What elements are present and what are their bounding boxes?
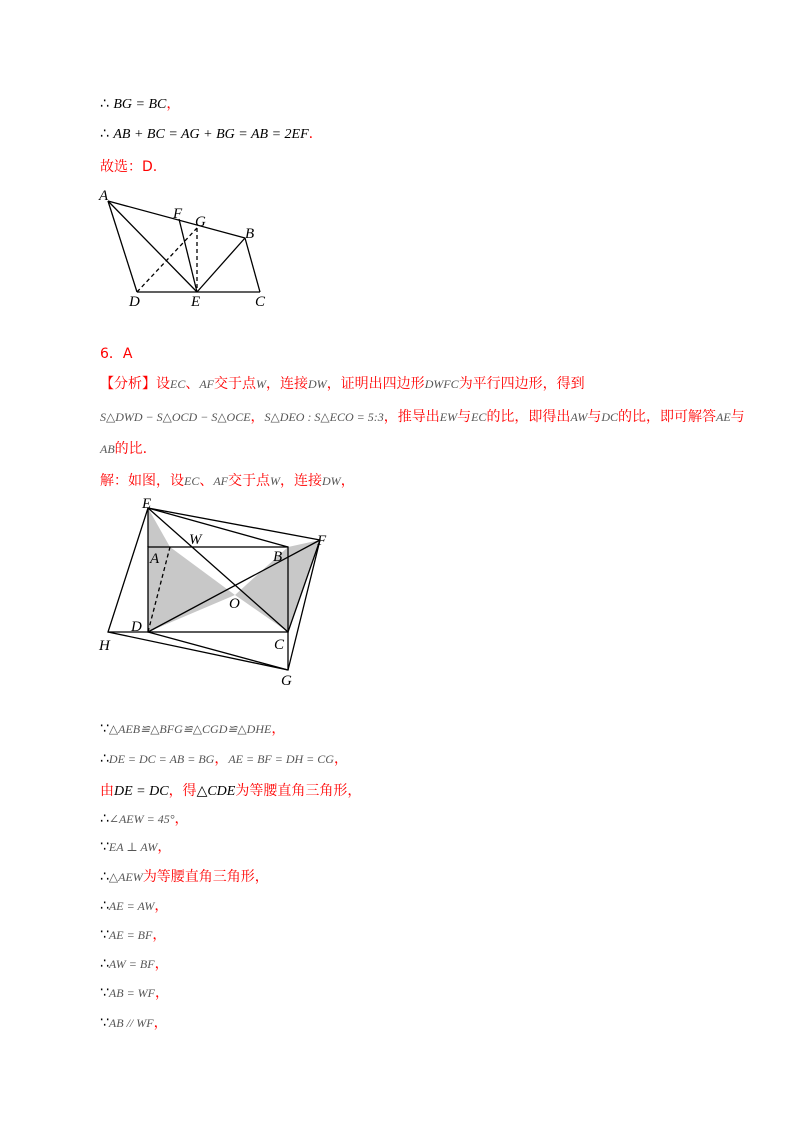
proof-step: ∴AE = AW， <box>100 898 169 914</box>
proof-step: ∵AE = BF， <box>100 927 167 943</box>
fig1-segment <box>197 238 245 292</box>
fig2-label-D: D <box>131 619 142 635</box>
fig2-segment <box>148 632 288 670</box>
fig1-label-B: B <box>245 226 255 242</box>
fig1-label-C: C <box>255 294 266 310</box>
shaded-region <box>148 547 235 632</box>
fig2-label-A: A <box>150 551 160 567</box>
proof-step: ∵AB // WF， <box>100 1015 168 1031</box>
fig2-label-F: F <box>317 533 327 549</box>
analysis-line-1: 【分析】设EC、AF交于点W，连接DW，证明出四边形DWFC为平行四边形，得到 <box>100 376 585 392</box>
fig2-label-H: H <box>99 638 110 654</box>
answer-line: 故选：D. <box>100 159 158 175</box>
fig1-label-G: G <box>195 214 206 230</box>
fig2-label-G: G <box>281 673 292 689</box>
step-line: ∴ AB + BC = AG + BG = AB = 2EF. <box>100 126 314 142</box>
fig1-label-E: E <box>191 294 201 310</box>
fig1-label-A: A <box>99 188 109 204</box>
geometry-figure-1 <box>95 185 285 310</box>
fig1-label-F: F <box>173 206 183 222</box>
fig2-label-B: B <box>273 549 283 565</box>
fig2-label-E: E <box>142 496 152 512</box>
proof-step: ∴△AEW为等腰直角三角形， <box>100 869 269 885</box>
fig2-segment <box>148 508 288 547</box>
fig1-label-D: D <box>129 294 140 310</box>
fig2-label-C: C <box>274 637 285 653</box>
analysis-line-3: AB的比. <box>100 441 148 457</box>
proof-step: ∵△AEB≌△BFG≌△CGD≌△DHE， <box>100 721 286 737</box>
proof-step: ∵AB = WF， <box>100 985 170 1001</box>
proof-step: 由DE = DC，得△CDE为等腰直角三角形， <box>100 783 362 799</box>
step-line: ∴ BG = BC， <box>100 96 181 112</box>
proof-step: ∵EA ⊥ AW， <box>100 839 172 855</box>
fig1-segment <box>245 238 260 292</box>
proof-step: ∴AW = BF， <box>100 956 169 972</box>
proof-step: ∴∠AEW = 45°， <box>100 811 189 827</box>
geometry-figure-2 <box>95 495 340 695</box>
solution-intro: 解：如图，设EC、AF交于点W，连接DW， <box>100 473 355 489</box>
proof-step: ∴DE = DC = AB = BG，AE = BF = DH = CG， <box>100 751 348 767</box>
analysis-line-2: S△DWD − S△OCD − S△OCE，S△DEO : S△ECO = 5:3，推导出EW与EC的比，即得出AW与DC的比，即可解答AE与 <box>100 409 745 425</box>
question-title: 6．A <box>100 346 133 362</box>
fig2-label-O: O <box>229 596 240 612</box>
fig2-label-W: W <box>189 532 202 548</box>
fig1-segment <box>108 201 197 292</box>
fig1-segment <box>108 201 137 292</box>
